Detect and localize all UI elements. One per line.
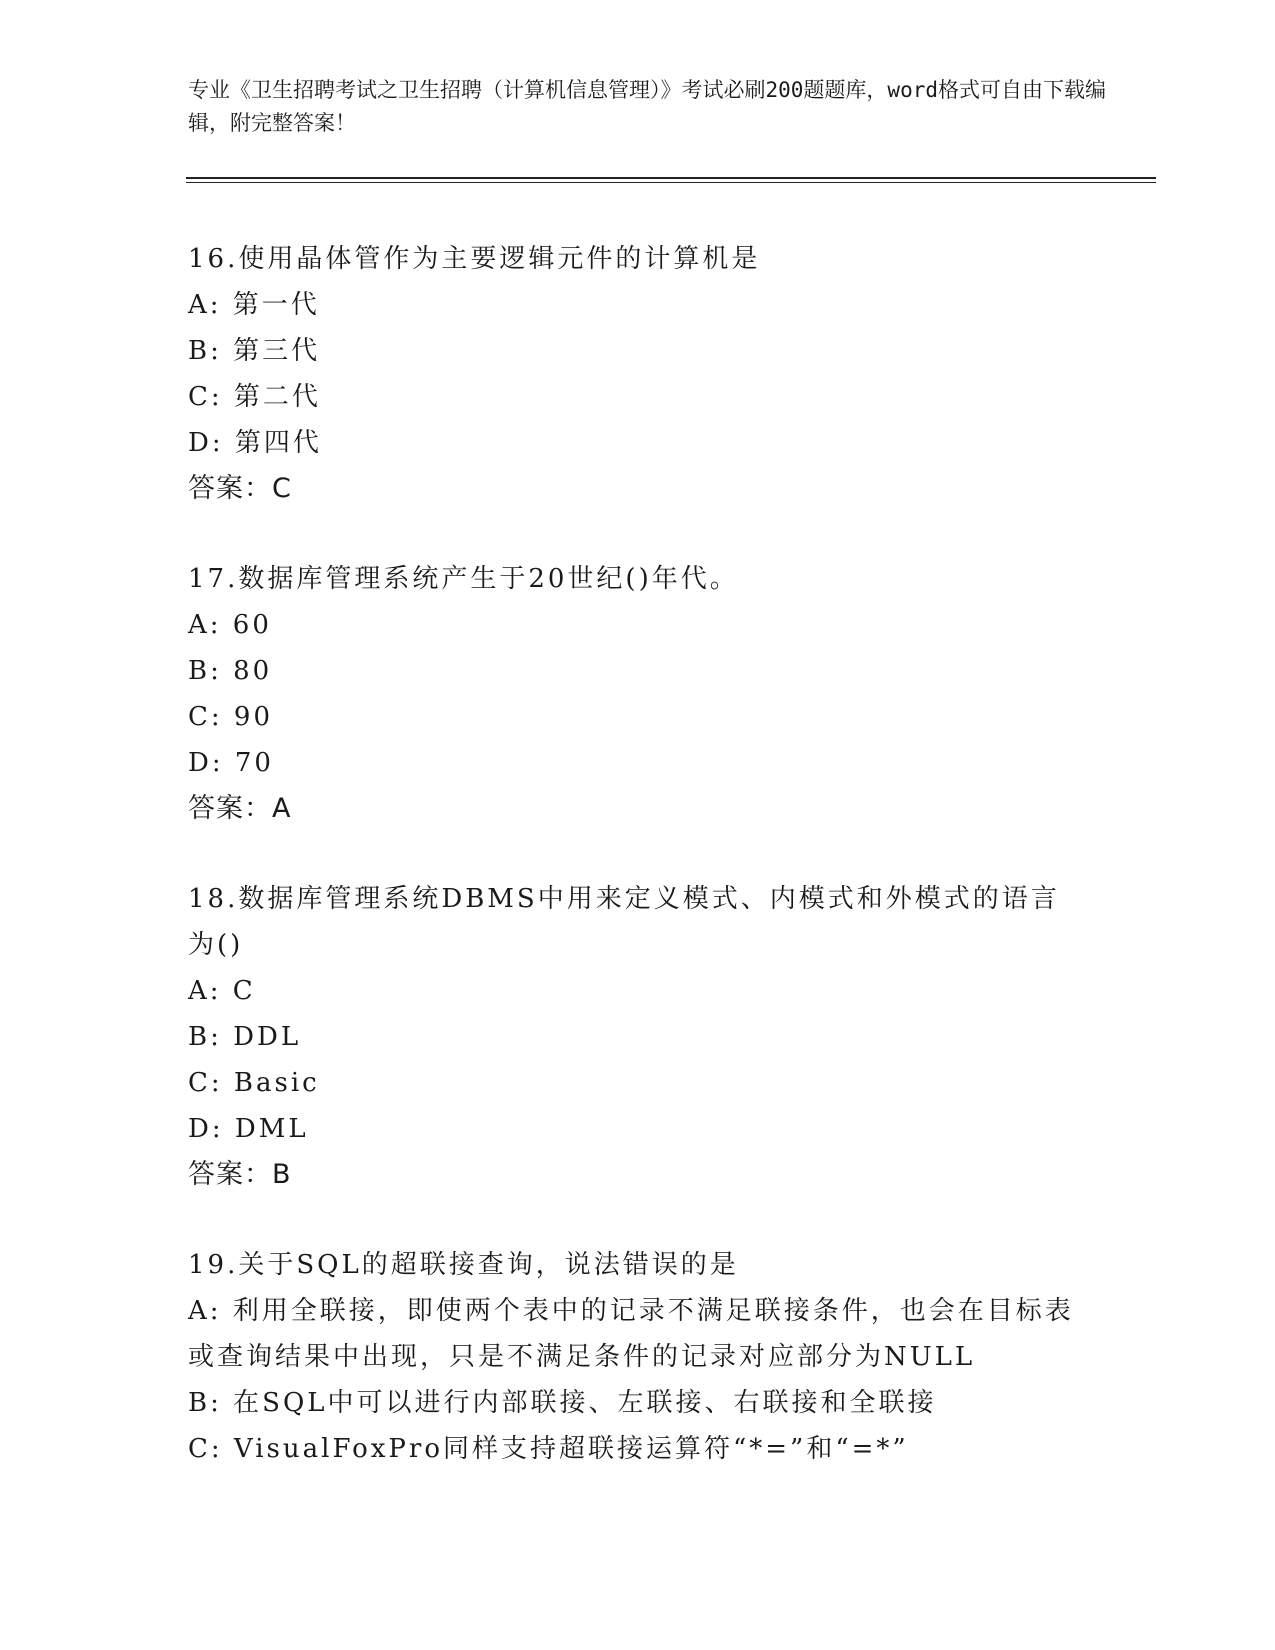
question-16	[188, 236, 1088, 512]
header-rule-thin	[186, 182, 1156, 183]
question-stem: 16.使用晶体管作为主要逻辑元件的计算机是	[188, 244, 761, 274]
option-a: A: 第一代	[188, 290, 320, 320]
option-a: A: C	[188, 976, 256, 1006]
option-d: D: DML	[188, 1114, 309, 1144]
header-rule-thick	[186, 177, 1156, 179]
option-a: A: 利用全联接，即使两个表中的记录不满足联接条件，也会在目标表或查询结果中出现，只是不满足条件的记录对应部分为NULL	[188, 1296, 1074, 1372]
option-c: C: 第二代	[188, 382, 321, 412]
question-stem: 17.数据库管理系统产生于20世纪()年代。	[188, 564, 739, 594]
option-d: D: 70	[188, 748, 274, 778]
option-a: A: 60	[188, 610, 272, 640]
question-19	[188, 1242, 1088, 1472]
document-header: 专业《卫生招聘考试之卫生招聘（计算机信息管理）》考试必刷200题题库，word格式可自由下载编辑，附完整答案！	[188, 78, 1106, 135]
option-b: B: 第三代	[188, 336, 321, 366]
option-b: B: 80	[188, 656, 273, 686]
answer: 答案：C	[188, 473, 292, 504]
answer: 答案：B	[188, 1159, 292, 1190]
question-18	[188, 876, 1088, 1198]
option-c: C: 90	[188, 702, 274, 732]
option-c: C: VisualFoxPro同样支持超联接运算符“*=”和“=*”	[188, 1434, 909, 1464]
answer: 答案：A	[188, 793, 292, 824]
question-17	[188, 556, 1088, 832]
option-d: D: 第四代	[188, 428, 322, 458]
option-b: B: 在SQL中可以进行内部联接、左联接、右联接和全联接	[188, 1388, 937, 1418]
option-b: B: DDL	[188, 1022, 302, 1052]
question-stem: 18.数据库管理系统DBMS中用来定义模式、内模式和外模式的语言为()	[188, 884, 1060, 960]
question-stem: 19.关于SQL的超联接查询，说法错误的是	[188, 1250, 739, 1280]
question-list	[188, 236, 1088, 1516]
option-c: C: Basic	[188, 1068, 320, 1098]
